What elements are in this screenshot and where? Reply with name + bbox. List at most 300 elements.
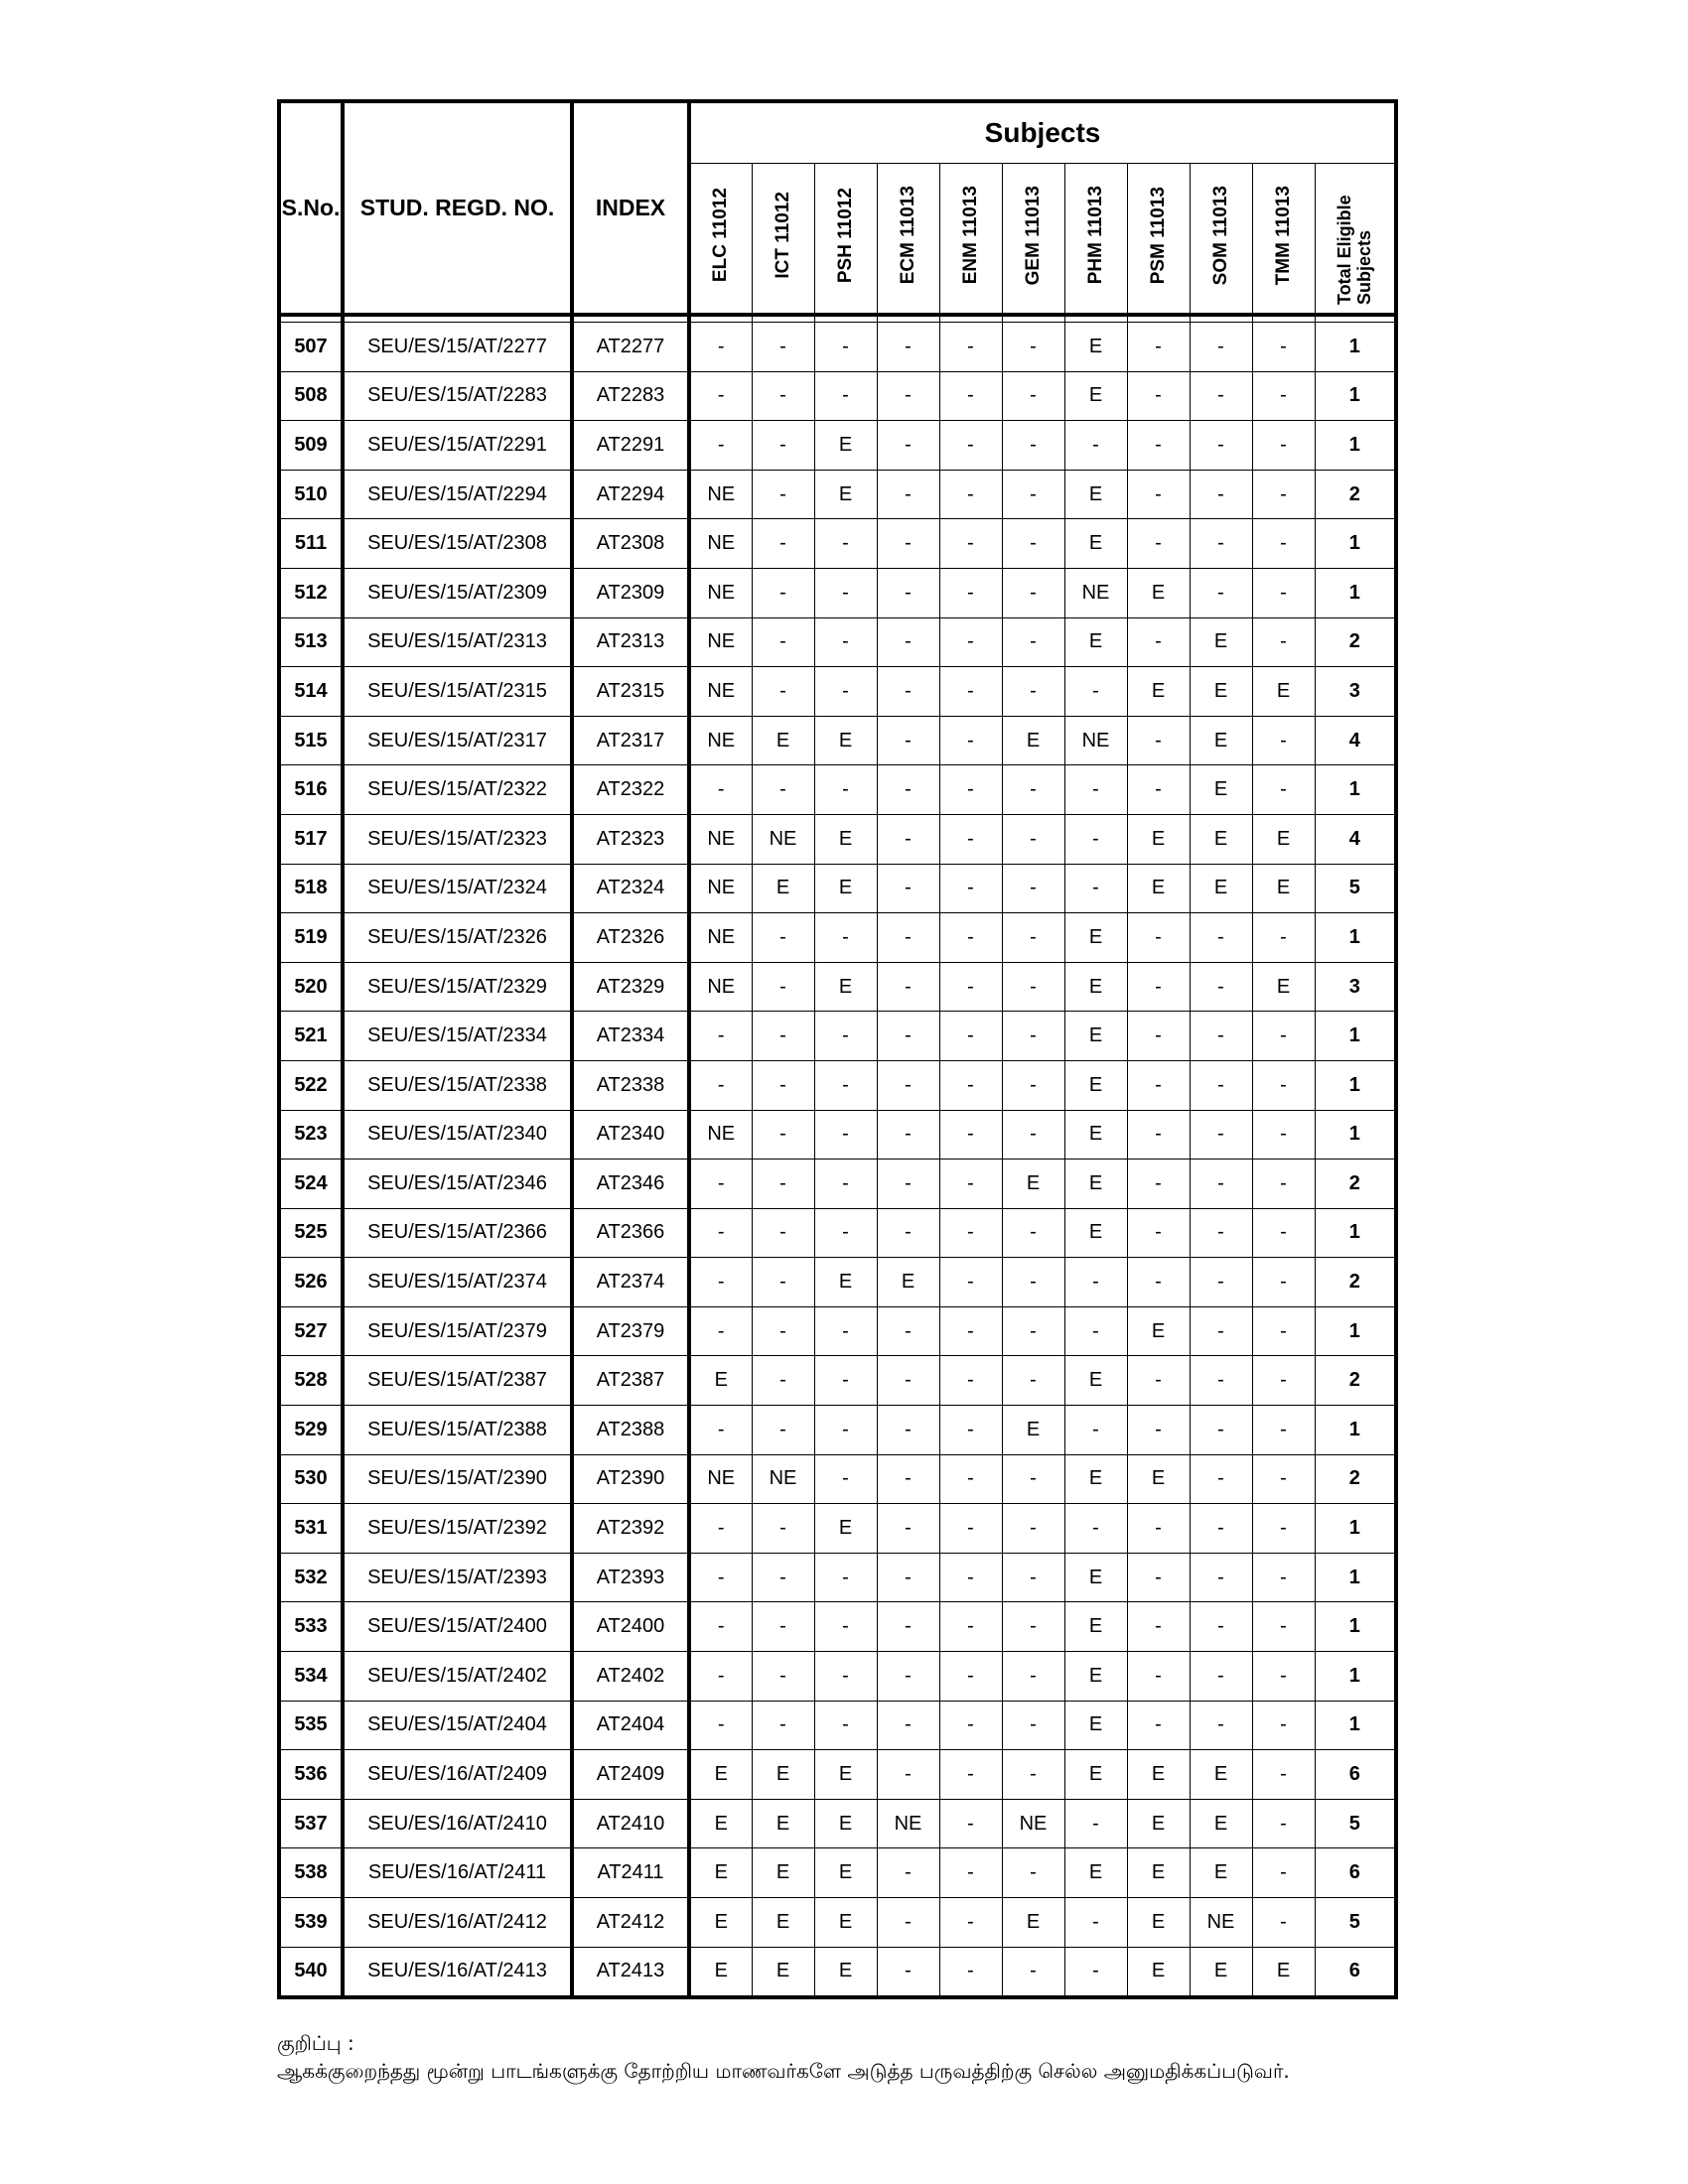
subject-mark-cell: E <box>752 1898 814 1948</box>
regd-cell: SEU/ES/15/AT/2324 <box>343 864 572 913</box>
subject-mark-cell: - <box>1252 1454 1315 1504</box>
table-row <box>279 1602 1396 1652</box>
subject-mark-cell: - <box>752 519 814 569</box>
table-row <box>279 1060 1396 1110</box>
subject-mark-cell: E <box>1127 814 1190 864</box>
subject-mark-cell: - <box>1190 1701 1252 1750</box>
table-row <box>279 1454 1396 1504</box>
index-cell: AT2346 <box>572 1160 689 1209</box>
subject-mark-cell: - <box>1127 1701 1190 1750</box>
col-header-subject <box>1127 164 1190 316</box>
subject-mark-cell: - <box>752 1258 814 1307</box>
subject-mark-cell: - <box>1002 962 1064 1012</box>
subject-mark-cell: - <box>752 470 814 519</box>
subject-mark-cell: - <box>1190 1553 1252 1602</box>
regd-cell: SEU/ES/15/AT/2277 <box>343 323 572 372</box>
subject-mark-cell: - <box>1252 371 1315 421</box>
subject-mark-cell: - <box>814 1454 877 1504</box>
regd-cell: SEU/ES/15/AT/2291 <box>343 421 572 471</box>
subject-mark-cell: - <box>1064 1504 1127 1554</box>
regd-cell: SEU/ES/15/AT/2334 <box>343 1012 572 1061</box>
subject-mark-cell: - <box>1002 1454 1064 1504</box>
total-cell: 5 <box>1315 864 1396 913</box>
regd-cell: SEU/ES/16/AT/2413 <box>343 1947 572 1997</box>
subject-mark-cell: - <box>1002 1602 1064 1652</box>
note-text: ஆகக்குறைந்தது மூன்று பாடங்களுக்கு தோற்றிய மாணவர்களே அடுத்த பருவத்திற்கு செல்ல அனுமதிக்கப்படுவர். <box>277 2059 1290 2083</box>
table-row <box>279 1012 1396 1061</box>
subject-mark-cell: - <box>877 371 939 421</box>
subject-mark-cell: NE <box>752 814 814 864</box>
subject-mark-cell: - <box>1190 1060 1252 1110</box>
subject-mark-cell: - <box>1252 1060 1315 1110</box>
col-header-subject <box>939 164 1002 316</box>
subject-mark-cell: E <box>814 1947 877 1997</box>
regd-cell: SEU/ES/16/AT/2409 <box>343 1750 572 1800</box>
subject-mark-cell: - <box>814 371 877 421</box>
subject-mark-cell: E <box>689 1848 752 1898</box>
subject-mark-cell: - <box>752 1306 814 1356</box>
table-row <box>279 765 1396 815</box>
subject-mark-cell: E <box>1127 1750 1190 1800</box>
subject-mark-cell: - <box>689 1012 752 1061</box>
note-heading: குறிப்பு : <box>277 2031 354 2055</box>
subject-mark-cell: - <box>814 1110 877 1160</box>
subject-mark-cell: - <box>689 1306 752 1356</box>
subject-mark-cell: - <box>1002 667 1064 717</box>
index-cell: AT2392 <box>572 1504 689 1554</box>
subject-mark-cell: - <box>1002 864 1064 913</box>
subject-mark-cell: - <box>1002 1848 1064 1898</box>
index-cell: AT2411 <box>572 1848 689 1898</box>
col-header-index: INDEX <box>572 101 689 315</box>
subject-mark-cell: - <box>1252 323 1315 372</box>
subject-code-label: ELC 11012 <box>710 188 732 283</box>
subject-mark-cell: - <box>689 1060 752 1110</box>
sno-cell: 520 <box>279 962 343 1012</box>
col-header-subject <box>1002 164 1064 316</box>
regd-cell: SEU/ES/15/AT/2390 <box>343 1454 572 1504</box>
subject-mark-cell: E <box>814 1848 877 1898</box>
col-header-subject <box>689 164 752 316</box>
subject-mark-cell: E <box>1127 1947 1190 1997</box>
subject-mark-cell: E <box>1127 1306 1190 1356</box>
subject-code-label: PHM 11013 <box>1084 186 1106 285</box>
subject-mark-cell: E <box>689 1799 752 1848</box>
index-cell: AT2322 <box>572 765 689 815</box>
regd-cell: SEU/ES/15/AT/2294 <box>343 470 572 519</box>
subject-mark-cell: E <box>752 1750 814 1800</box>
regd-cell: SEU/ES/15/AT/2313 <box>343 617 572 667</box>
total-cell: 6 <box>1315 1947 1396 1997</box>
subject-mark-cell: NE <box>689 1110 752 1160</box>
subject-mark-cell: NE <box>1190 1898 1252 1948</box>
total-cell: 4 <box>1315 716 1396 765</box>
subject-mark-cell: - <box>877 1750 939 1800</box>
subject-mark-cell: - <box>1127 1110 1190 1160</box>
subject-mark-cell: E <box>1190 765 1252 815</box>
subject-mark-cell: - <box>1252 716 1315 765</box>
index-cell: AT2410 <box>572 1799 689 1848</box>
subject-mark-cell: - <box>752 421 814 471</box>
subject-mark-cell: - <box>877 568 939 617</box>
index-cell: AT2277 <box>572 323 689 372</box>
total-cell: 1 <box>1315 1060 1396 1110</box>
col-header-subject <box>1190 164 1252 316</box>
col-header-sno: S.No. <box>279 101 343 315</box>
sno-cell: 539 <box>279 1898 343 1948</box>
subject-mark-cell: - <box>877 1406 939 1455</box>
subject-mark-cell: - <box>752 1504 814 1554</box>
subject-mark-cell: E <box>1252 814 1315 864</box>
total-cell: 5 <box>1315 1799 1396 1848</box>
spacer-cell <box>572 315 689 323</box>
subject-mark-cell: - <box>1190 1602 1252 1652</box>
table-row <box>279 1258 1396 1307</box>
subject-mark-cell: E <box>1002 1160 1064 1209</box>
subject-mark-cell: - <box>814 1701 877 1750</box>
subject-mark-cell: - <box>939 1553 1002 1602</box>
eligibility-table <box>277 99 1398 1999</box>
subject-mark-cell: E <box>1064 371 1127 421</box>
subject-mark-cell: - <box>1002 1012 1064 1061</box>
subject-mark-cell: - <box>1252 1602 1315 1652</box>
sno-cell: 540 <box>279 1947 343 1997</box>
subject-mark-cell: - <box>877 1701 939 1750</box>
table-row <box>279 519 1396 569</box>
subject-mark-cell: - <box>1190 1454 1252 1504</box>
subject-mark-cell: E <box>1002 1898 1064 1948</box>
subject-mark-cell: - <box>877 1208 939 1258</box>
table-row <box>279 617 1396 667</box>
sno-cell: 510 <box>279 470 343 519</box>
subject-mark-cell: E <box>1190 814 1252 864</box>
subject-mark-cell: E <box>1252 1947 1315 1997</box>
subject-mark-cell: E <box>1064 1750 1127 1800</box>
subject-mark-cell: NE <box>1064 716 1127 765</box>
subject-mark-cell: NE <box>689 814 752 864</box>
subject-mark-cell: - <box>939 1652 1002 1702</box>
sno-cell: 527 <box>279 1306 343 1356</box>
sno-cell: 507 <box>279 323 343 372</box>
subject-mark-cell: - <box>1127 765 1190 815</box>
subject-mark-cell: - <box>939 765 1002 815</box>
subject-mark-cell: - <box>752 962 814 1012</box>
subject-mark-cell: - <box>1127 1504 1190 1554</box>
subject-mark-cell: E <box>814 1258 877 1307</box>
total-cell: 1 <box>1315 1208 1396 1258</box>
subject-code-label: SOM 11013 <box>1209 185 1231 286</box>
subject-mark-cell: - <box>1252 1898 1315 1948</box>
regd-cell: SEU/ES/15/AT/2283 <box>343 371 572 421</box>
subject-mark-cell: - <box>877 323 939 372</box>
subject-mark-cell: - <box>1127 323 1190 372</box>
total-label: Total Eligible Subjects <box>1335 195 1375 305</box>
subject-mark-cell: - <box>877 617 939 667</box>
table-row <box>279 371 1396 421</box>
subject-mark-cell: - <box>1190 1306 1252 1356</box>
index-cell: AT2379 <box>572 1306 689 1356</box>
subject-mark-cell: E <box>1064 913 1127 963</box>
subject-mark-cell: - <box>1002 568 1064 617</box>
subject-mark-cell: E <box>1064 470 1127 519</box>
subject-mark-cell: NE <box>689 667 752 717</box>
subject-mark-cell: - <box>752 1602 814 1652</box>
total-cell: 3 <box>1315 962 1396 1012</box>
subject-mark-cell: - <box>1002 617 1064 667</box>
subject-mark-cell: E <box>1064 1160 1127 1209</box>
subject-mark-cell: - <box>1190 1208 1252 1258</box>
subject-mark-cell: - <box>877 1504 939 1554</box>
subject-mark-cell: - <box>1002 1701 1064 1750</box>
regd-cell: SEU/ES/15/AT/2338 <box>343 1060 572 1110</box>
subject-mark-cell: - <box>939 913 1002 963</box>
subject-mark-cell: E <box>1252 667 1315 717</box>
total-cell: 1 <box>1315 519 1396 569</box>
subject-mark-cell: - <box>939 1750 1002 1800</box>
total-cell: 2 <box>1315 617 1396 667</box>
subject-mark-cell: - <box>1002 1306 1064 1356</box>
subject-mark-cell: E <box>1064 1848 1127 1898</box>
subject-mark-cell: - <box>1190 962 1252 1012</box>
total-cell: 1 <box>1315 323 1396 372</box>
spacer-cell <box>752 315 814 323</box>
subject-mark-cell: - <box>814 323 877 372</box>
subject-mark-cell: - <box>814 1553 877 1602</box>
index-cell: AT2413 <box>572 1947 689 1997</box>
total-cell: 6 <box>1315 1750 1396 1800</box>
subject-mark-cell: - <box>1064 421 1127 471</box>
subject-mark-cell: - <box>1064 1306 1127 1356</box>
subject-mark-cell: - <box>1127 716 1190 765</box>
subject-mark-cell: NE <box>689 962 752 1012</box>
subject-mark-cell: E <box>689 1356 752 1406</box>
table-row <box>279 716 1396 765</box>
subject-mark-cell: E <box>814 716 877 765</box>
sno-cell: 529 <box>279 1406 343 1455</box>
total-cell: 1 <box>1315 913 1396 963</box>
sno-cell: 511 <box>279 519 343 569</box>
subject-mark-cell: - <box>877 519 939 569</box>
regd-cell: SEU/ES/16/AT/2410 <box>343 1799 572 1848</box>
regd-cell: SEU/ES/15/AT/2402 <box>343 1652 572 1702</box>
subject-mark-cell: - <box>1252 1160 1315 1209</box>
subject-mark-cell: - <box>1252 1208 1315 1258</box>
subject-mark-cell: - <box>814 1306 877 1356</box>
subject-mark-cell: - <box>1252 617 1315 667</box>
subject-code-label: TMM 11013 <box>1272 185 1294 286</box>
sno-cell: 508 <box>279 371 343 421</box>
subject-mark-cell: - <box>1064 1258 1127 1307</box>
subject-mark-cell: NE <box>877 1799 939 1848</box>
sno-cell: 516 <box>279 765 343 815</box>
subject-mark-cell: - <box>1252 765 1315 815</box>
subject-mark-cell: E <box>752 864 814 913</box>
subject-mark-cell: E <box>1002 1406 1064 1455</box>
subject-mark-cell: - <box>939 1306 1002 1356</box>
subject-mark-cell: - <box>1190 470 1252 519</box>
subject-mark-cell: - <box>939 1110 1002 1160</box>
sno-cell: 513 <box>279 617 343 667</box>
subject-mark-cell: NE <box>689 519 752 569</box>
subject-mark-cell: NE <box>689 568 752 617</box>
sno-cell: 512 <box>279 568 343 617</box>
subject-mark-cell: - <box>1127 913 1190 963</box>
subject-mark-cell: E <box>814 814 877 864</box>
subject-mark-cell: - <box>877 1947 939 1997</box>
subject-mark-cell: - <box>1002 1947 1064 1997</box>
subject-mark-cell: - <box>1190 519 1252 569</box>
sno-cell: 515 <box>279 716 343 765</box>
regd-cell: SEU/ES/15/AT/2326 <box>343 913 572 963</box>
sno-cell: 538 <box>279 1848 343 1898</box>
subject-mark-cell: - <box>1190 421 1252 471</box>
subject-mark-cell: E <box>1064 617 1127 667</box>
subject-mark-cell: - <box>1002 814 1064 864</box>
subject-mark-cell: E <box>1064 1602 1127 1652</box>
subject-mark-cell: E <box>1190 1848 1252 1898</box>
col-header-subjects: Subjects <box>689 101 1396 164</box>
subject-mark-cell: - <box>752 765 814 815</box>
subject-mark-cell: - <box>1002 1060 1064 1110</box>
regd-cell: SEU/ES/15/AT/2366 <box>343 1208 572 1258</box>
table-row <box>279 1356 1396 1406</box>
subject-mark-cell: - <box>939 323 1002 372</box>
subject-mark-cell: E <box>1064 1553 1127 1602</box>
total-cell: 1 <box>1315 1701 1396 1750</box>
subject-mark-cell: - <box>1127 1602 1190 1652</box>
subject-mark-cell: E <box>1064 519 1127 569</box>
sno-cell: 523 <box>279 1110 343 1160</box>
subject-mark-cell: - <box>1252 1406 1315 1455</box>
index-cell: AT2404 <box>572 1701 689 1750</box>
subject-mark-cell: - <box>939 716 1002 765</box>
subject-mark-cell: E <box>1127 1848 1190 1898</box>
regd-cell: SEU/ES/15/AT/2309 <box>343 568 572 617</box>
subject-mark-cell: - <box>689 1652 752 1702</box>
spacer-cell <box>1064 315 1127 323</box>
index-cell: AT2412 <box>572 1898 689 1948</box>
subject-mark-cell: - <box>1064 1406 1127 1455</box>
sno-cell: 525 <box>279 1208 343 1258</box>
subject-mark-cell: E <box>1190 617 1252 667</box>
table-row <box>279 1799 1396 1848</box>
total-cell: 1 <box>1315 1553 1396 1602</box>
table-row <box>279 323 1396 372</box>
subject-mark-cell: - <box>939 1356 1002 1406</box>
subject-mark-cell: - <box>1190 1160 1252 1209</box>
sno-cell: 533 <box>279 1602 343 1652</box>
regd-cell: SEU/ES/16/AT/2411 <box>343 1848 572 1898</box>
subject-mark-cell: - <box>689 1701 752 1750</box>
subject-mark-cell: - <box>752 1012 814 1061</box>
regd-cell: SEU/ES/15/AT/2315 <box>343 667 572 717</box>
subject-mark-cell: - <box>1127 1406 1190 1455</box>
index-cell: AT2387 <box>572 1356 689 1406</box>
subject-mark-cell: E <box>1190 667 1252 717</box>
total-cell: 1 <box>1315 1504 1396 1554</box>
table-row <box>279 1160 1396 1209</box>
subject-mark-cell: NE <box>689 913 752 963</box>
total-cell: 1 <box>1315 371 1396 421</box>
index-cell: AT2315 <box>572 667 689 717</box>
subject-mark-cell: E <box>814 421 877 471</box>
sno-cell: 519 <box>279 913 343 963</box>
total-cell: 2 <box>1315 1454 1396 1504</box>
subject-mark-cell: - <box>1127 1356 1190 1406</box>
subject-mark-cell: - <box>1190 568 1252 617</box>
sno-cell: 537 <box>279 1799 343 1848</box>
subject-mark-cell: - <box>814 1160 877 1209</box>
subject-mark-cell: - <box>877 1356 939 1406</box>
index-cell: AT2309 <box>572 568 689 617</box>
subject-mark-cell: - <box>1002 519 1064 569</box>
subject-mark-cell: - <box>1002 323 1064 372</box>
subject-mark-cell: - <box>1127 617 1190 667</box>
subject-mark-cell: E <box>1190 1750 1252 1800</box>
total-cell: 3 <box>1315 667 1396 717</box>
sno-cell: 528 <box>279 1356 343 1406</box>
subject-mark-cell: - <box>1064 765 1127 815</box>
col-header-subject <box>1064 164 1127 316</box>
index-cell: AT2409 <box>572 1750 689 1800</box>
table-row <box>279 1947 1396 1997</box>
subject-mark-cell: - <box>939 421 1002 471</box>
subject-mark-cell: - <box>1190 1406 1252 1455</box>
subject-mark-cell: E <box>1064 1208 1127 1258</box>
subject-mark-cell: NE <box>1002 1799 1064 1848</box>
subject-mark-cell: - <box>939 1012 1002 1061</box>
eligibility-sheet <box>277 99 1398 1999</box>
regd-cell: SEU/ES/15/AT/2346 <box>343 1160 572 1209</box>
subject-mark-cell: - <box>752 1701 814 1750</box>
subject-mark-cell: E <box>814 1750 877 1800</box>
total-cell: 1 <box>1315 1406 1396 1455</box>
subject-mark-cell: - <box>1252 1110 1315 1160</box>
table-row <box>279 962 1396 1012</box>
subject-mark-cell: - <box>814 765 877 815</box>
subject-mark-cell: E <box>752 1848 814 1898</box>
subject-mark-cell: - <box>1252 1012 1315 1061</box>
subject-mark-cell: E <box>752 716 814 765</box>
sno-cell: 521 <box>279 1012 343 1061</box>
subject-mark-cell: - <box>814 1060 877 1110</box>
spacer-cell <box>689 315 752 323</box>
subject-mark-cell: - <box>752 1160 814 1209</box>
subject-mark-cell: E <box>1064 1110 1127 1160</box>
col-header-subject <box>752 164 814 316</box>
sno-cell: 532 <box>279 1553 343 1602</box>
subject-mark-cell: - <box>689 1160 752 1209</box>
total-cell: 1 <box>1315 1110 1396 1160</box>
subject-mark-cell: - <box>1127 1553 1190 1602</box>
subject-mark-cell: E <box>1127 1898 1190 1948</box>
subject-mark-cell: E <box>1064 1454 1127 1504</box>
subject-mark-cell: - <box>877 1306 939 1356</box>
table-row <box>279 1750 1396 1800</box>
spacer-cell <box>1002 315 1064 323</box>
sno-cell: 535 <box>279 1701 343 1750</box>
index-cell: AT2340 <box>572 1110 689 1160</box>
subject-mark-cell: - <box>814 1356 877 1406</box>
subject-mark-cell: - <box>1252 1701 1315 1750</box>
subject-mark-cell: - <box>1252 1356 1315 1406</box>
subject-mark-cell: E <box>1127 1454 1190 1504</box>
sno-cell: 522 <box>279 1060 343 1110</box>
subject-mark-cell: - <box>1190 371 1252 421</box>
subject-mark-cell: E <box>814 1799 877 1848</box>
sno-cell: 526 <box>279 1258 343 1307</box>
regd-cell: SEU/ES/16/AT/2412 <box>343 1898 572 1948</box>
